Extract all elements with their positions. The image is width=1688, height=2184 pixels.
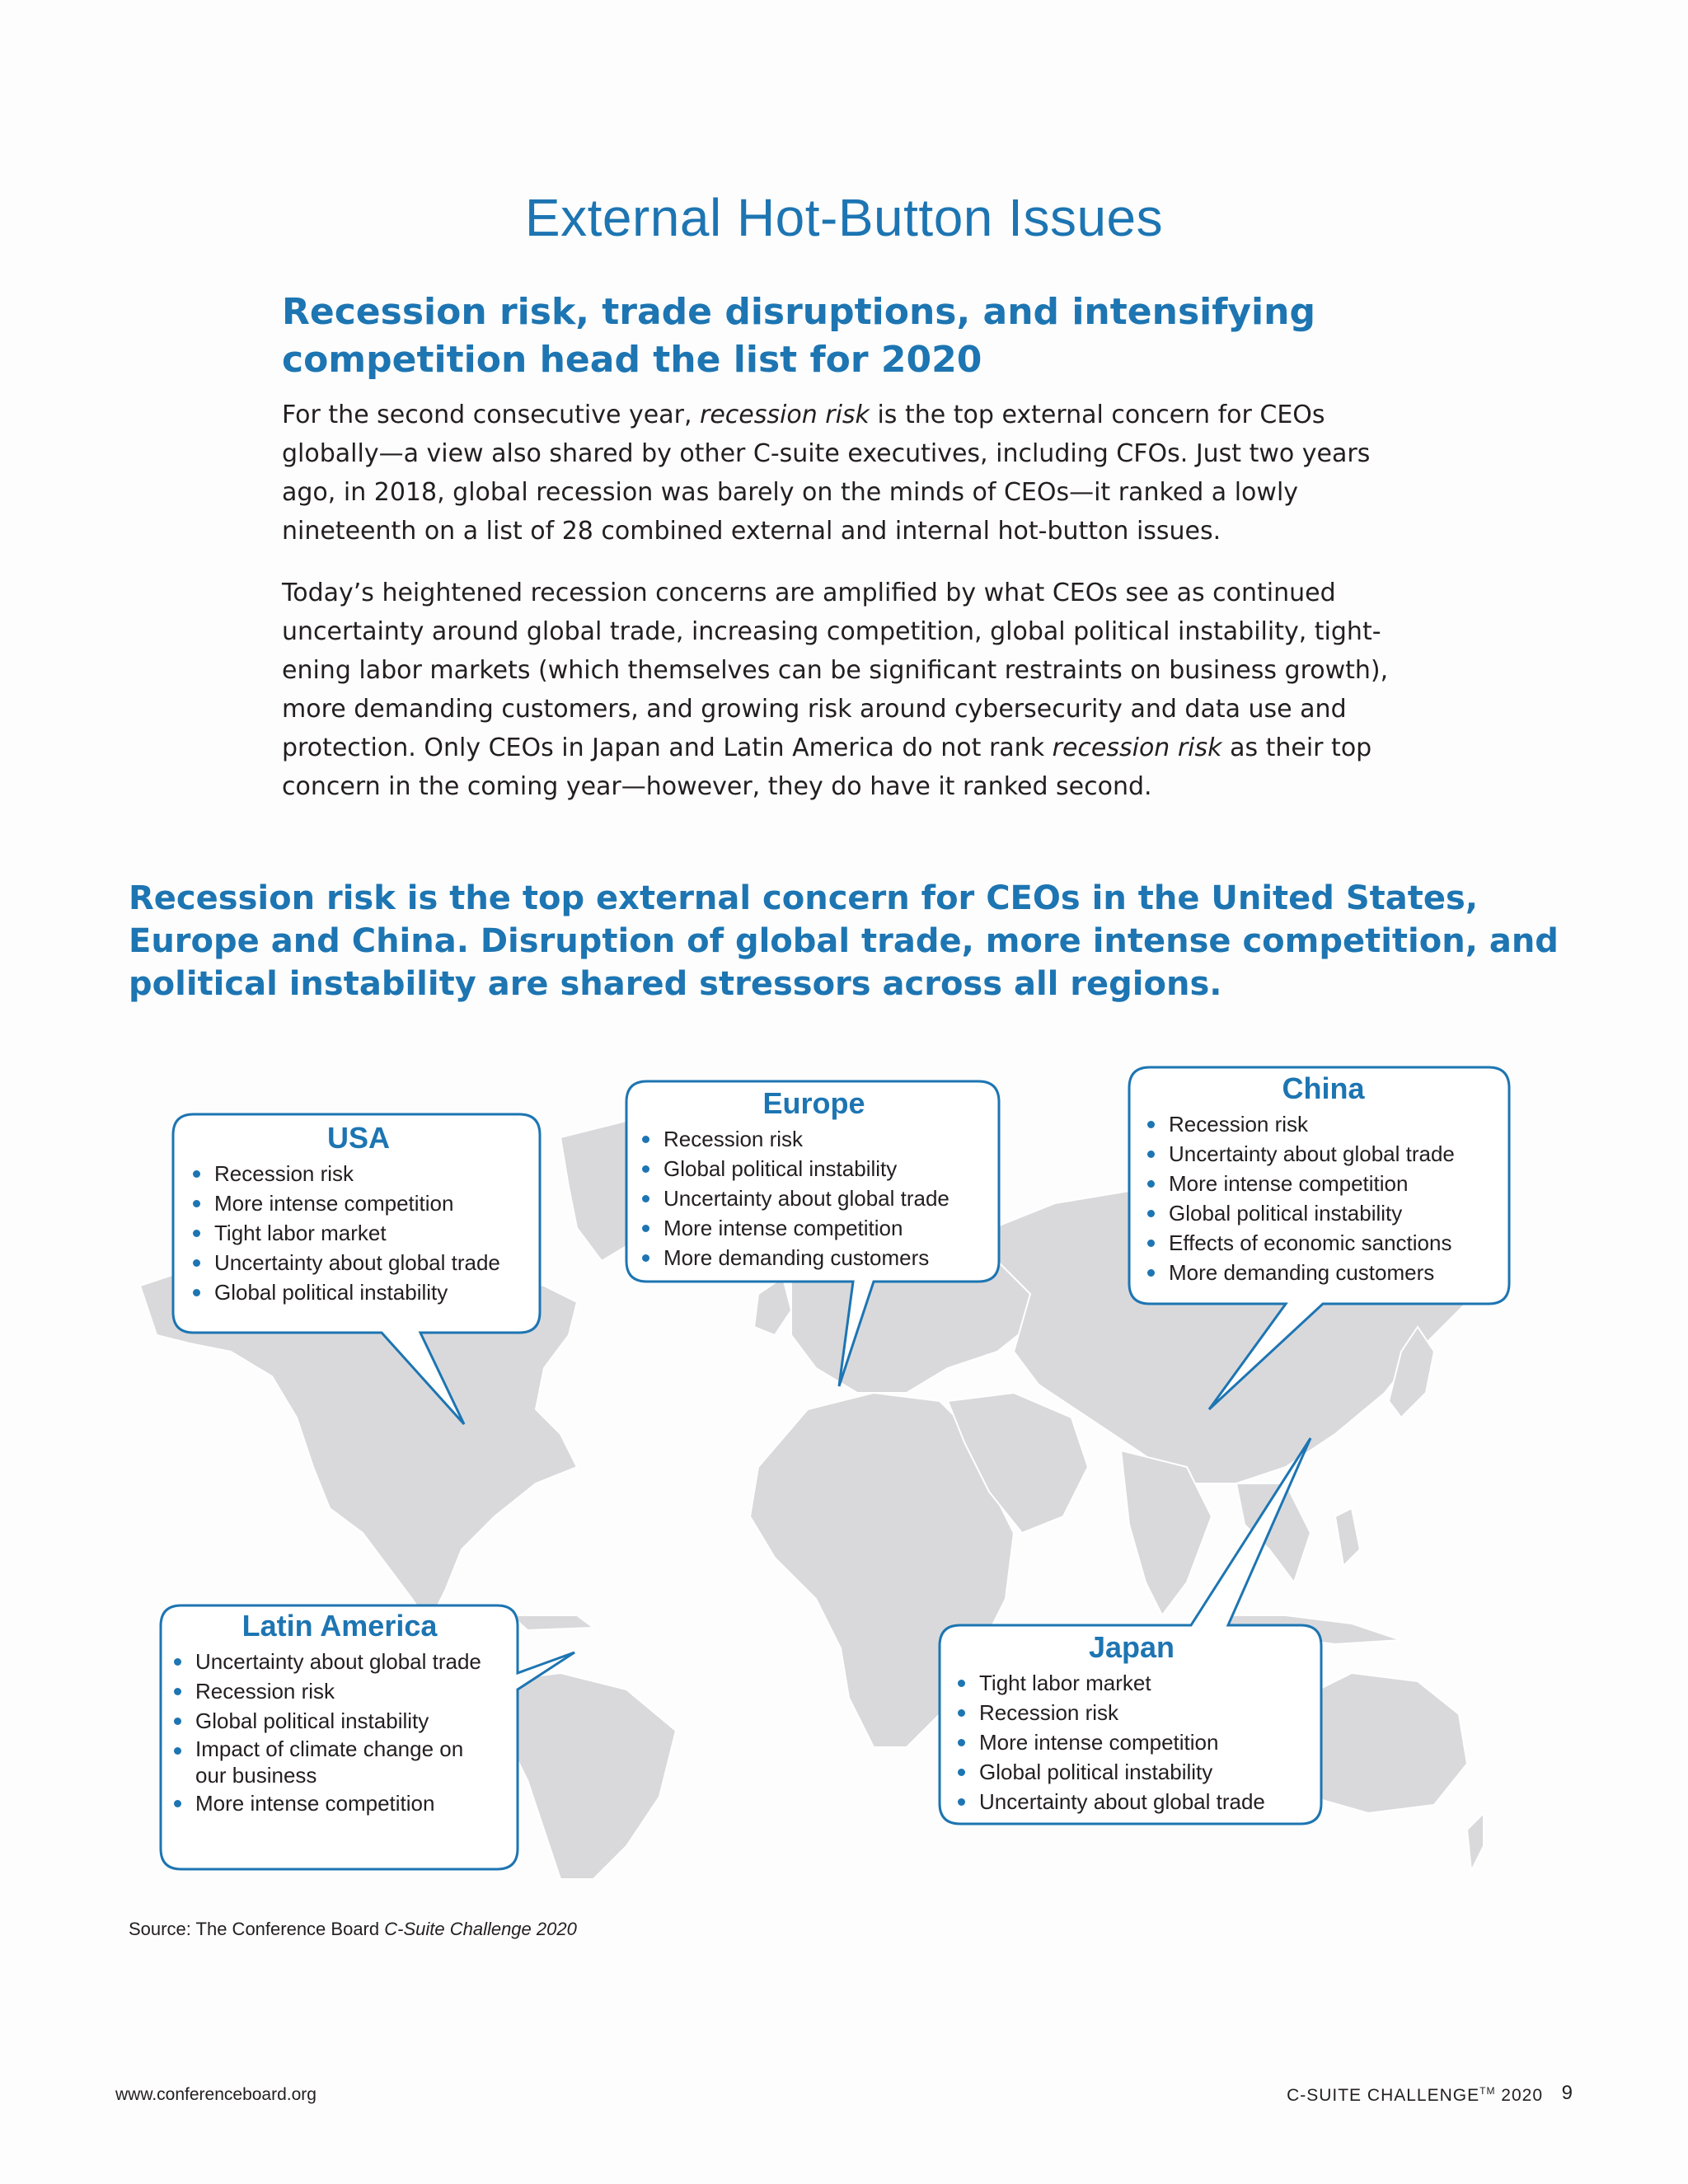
bullet-icon — [174, 1718, 181, 1725]
region-concern-list — [639, 1124, 989, 1272]
page-title: External Hot-Button Issues — [524, 187, 1164, 247]
bullet-icon — [958, 1769, 965, 1776]
list-item: Uncertainty about global trade — [639, 1183, 989, 1213]
bullet-icon — [1147, 1180, 1155, 1188]
list-item: Uncertainty about global trade — [954, 1787, 1309, 1816]
bullet-icon — [1147, 1121, 1155, 1128]
uk-landmass — [754, 1277, 791, 1335]
region-box-latin-america — [171, 1609, 509, 1818]
bullet-icon — [193, 1259, 200, 1267]
region-box-japan — [954, 1630, 1309, 1816]
list-item: More intense competition — [639, 1213, 989, 1243]
region-concern-list — [954, 1668, 1309, 1816]
list-item: Effects of economic sanctions — [1144, 1228, 1503, 1258]
list-item: Recession risk — [171, 1676, 509, 1706]
bullet-icon — [174, 1688, 181, 1695]
list-item: Recession risk — [1144, 1109, 1503, 1139]
region-concern-list — [1144, 1109, 1503, 1287]
region-title: China — [1282, 1071, 1365, 1105]
region-box-china — [1144, 1071, 1503, 1287]
bullet-icon — [193, 1200, 200, 1207]
body-paragraph-2: Today’s heightened recession concerns are amplified by what CEOs see as continued uncertainty around global trade, increasing competition, global political instability, tight-ening labor markets (which themselves can be significant restraints on business growth), more demanding customers, and growing risk around cybersecurity and data use and protection. Only CEOs in Japan and Latin America do not rank recession risk as their top concern in the coming year—however, they do have it ranked second. — [282, 579, 1389, 801]
list-item: Tight labor market — [954, 1668, 1309, 1698]
region-concern-list — [190, 1159, 528, 1307]
list-item: More demanding customers — [1144, 1258, 1503, 1287]
bullet-icon — [193, 1230, 200, 1237]
bullet-icon — [193, 1289, 200, 1296]
bullet-icon — [642, 1225, 649, 1232]
bullet-icon — [642, 1254, 649, 1262]
list-item: Recession risk — [190, 1159, 528, 1188]
list-item: More demanding customers — [639, 1243, 989, 1272]
list-item: Recession risk — [954, 1698, 1309, 1727]
bullet-icon — [174, 1747, 181, 1755]
bullet-icon — [958, 1709, 965, 1717]
world-map-figure — [0, 1022, 1688, 1879]
footer-brand: C-SUITE CHALLENGE™ 2020 — [1287, 2085, 1543, 2105]
bullet-icon — [1147, 1240, 1155, 1247]
list-item: More intense competition — [1144, 1169, 1503, 1198]
bullet-icon — [1147, 1151, 1155, 1158]
list-item: Impact of climate change on our business — [171, 1736, 492, 1788]
bullet-icon — [193, 1170, 200, 1178]
bullet-icon — [174, 1658, 181, 1666]
page-number: 9 — [1561, 2082, 1573, 2104]
list-item: Global political instability — [1144, 1198, 1503, 1228]
region-title: Europe — [762, 1086, 865, 1120]
bullet-icon — [958, 1680, 965, 1687]
body-paragraph-1: For the second consecutive year, recession risk is the top external concern for CEOs globally—a view also shared by other C-suite executives, including CFOs. Just two years ago, in 2018, global recession was barely on the minds of CEOs—it ranked a lowly nineteenth on a list of 28 combined external and internal hot-button issues. — [282, 401, 1371, 546]
caribbean-islands — [511, 1615, 593, 1630]
region-box-usa — [190, 1121, 528, 1307]
bullet-icon — [642, 1136, 649, 1143]
list-item: More intense competition — [171, 1788, 509, 1818]
list-item: Tight labor market — [190, 1218, 528, 1248]
list-item: Global political instability — [639, 1154, 989, 1183]
section-heading: Recession risk, trade disruptions, and intensifying competition head the list for 2020 — [282, 291, 1315, 381]
region-title: Japan — [1088, 1630, 1175, 1664]
footer-url[interactable]: www.conferenceboard.org — [115, 2085, 316, 2104]
philippines-islands — [1335, 1508, 1360, 1566]
list-item: Global political instability — [190, 1277, 528, 1307]
new-zealand-landmass — [1467, 1813, 1484, 1871]
region-title: USA — [326, 1121, 390, 1155]
list-item: Uncertainty about global trade — [190, 1248, 528, 1277]
region-concern-list — [171, 1647, 509, 1818]
region-box-europe — [639, 1086, 989, 1272]
list-item: Uncertainty about global trade — [1144, 1139, 1503, 1169]
bullet-icon — [642, 1165, 649, 1173]
bullet-icon — [958, 1739, 965, 1746]
bullet-icon — [174, 1800, 181, 1807]
region-title: Latin America — [241, 1609, 438, 1643]
source-note: Source: The Conference Board C-Suite Challenge 2020 — [129, 1919, 577, 1939]
bullet-icon — [1147, 1269, 1155, 1277]
list-item: Uncertainty about global trade — [171, 1647, 509, 1676]
list-item: Global political instability — [171, 1706, 509, 1736]
list-item: Recession risk — [639, 1124, 989, 1154]
list-item: Global political instability — [954, 1757, 1309, 1787]
south-america-landmass — [495, 1673, 676, 1879]
bullet-icon — [1147, 1210, 1155, 1217]
list-item: More intense competition — [954, 1727, 1309, 1757]
bullet-icon — [958, 1798, 965, 1806]
list-item: More intense competition — [190, 1188, 528, 1218]
map-callout-heading: Recession risk is the top external concern for CEOs in the United States, Europe and China. Disruption of global trade, more intense competition, and political instability are shared stressors across all regions. — [129, 879, 1559, 1003]
bullet-icon — [642, 1195, 649, 1202]
